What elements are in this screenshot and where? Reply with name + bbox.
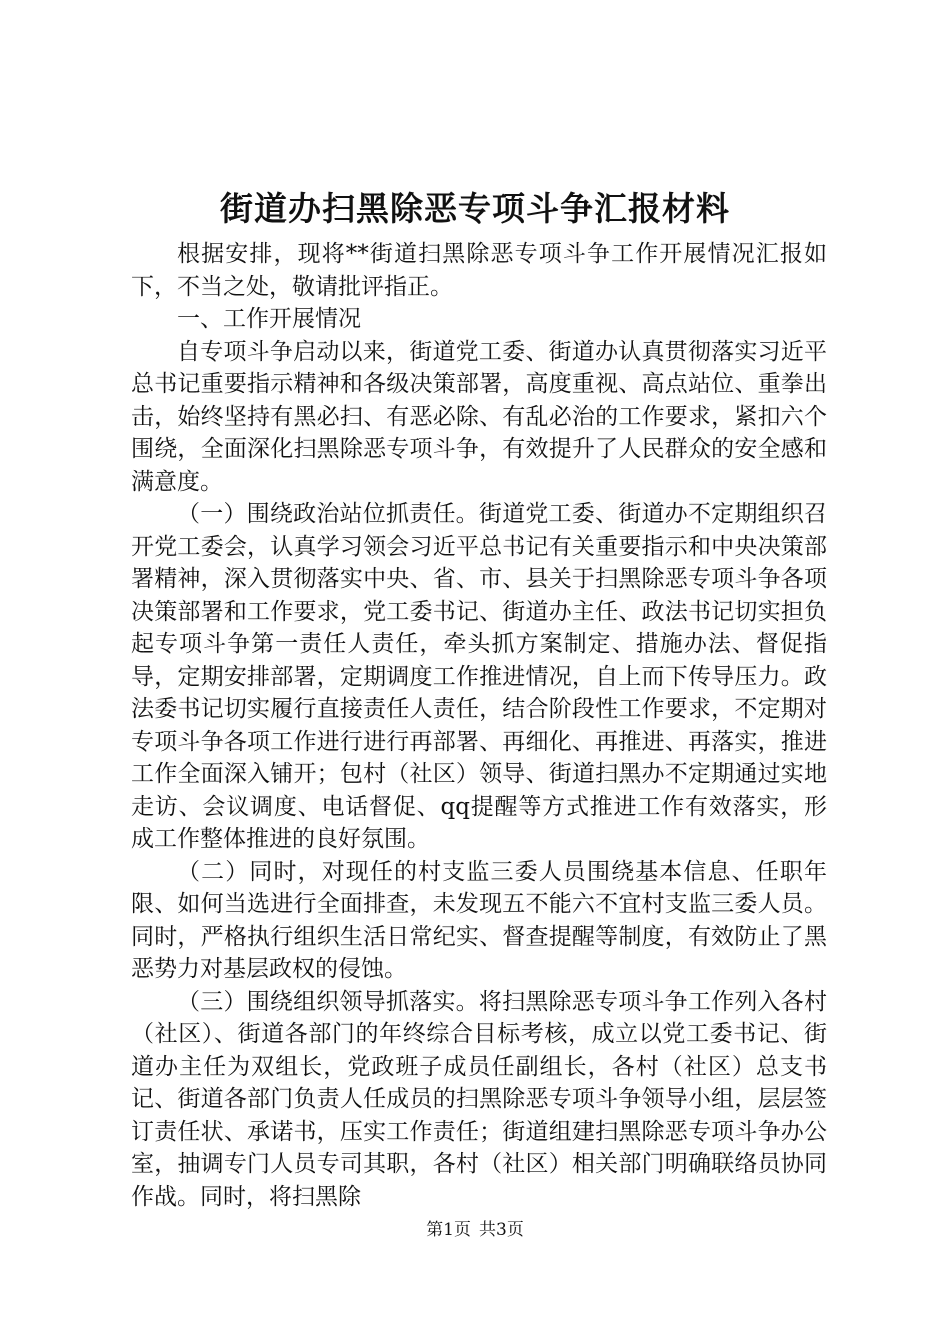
- page-number: 第1页: [426, 1220, 471, 1240]
- paragraph-item-1: （一）围绕政治站位抓责任。街道党工委、街道办不定期组织召开党工委会，认真学习领会习近平总书记有关重要指示和中央决策部署精神，深入贯彻落实中央、省、市、县关于扫黑除恶专项斗争各项决策部署和工作要求，党工委书记、街道办主任、政法书记切实担负起专项斗争第一责任人责任，牵头抓方案制定、措施办法、督促指导，定期安排部署，定期调度工作推进情况，自上而下传导压力。政法委书记切实履行直接责任人责任，结合阶段性工作要求，不定期对专项斗争各项工作进行进行再部署、再细化、再推进、再落实，推进工作全面深入铺开；包村（社区）领导、街道扫黑办不定期通过实地走访、会议调度、电话督促、qq提醒等方式推进工作有效落实，形成工作整体推进的良好氛围。: [131, 501, 827, 852]
- document-body: [131, 238, 827, 1213]
- paragraph-intro: 根据安排，现将**街道扫黑除恶专项斗争工作开展情况汇报如下，不当之处，敬请批评指正。: [131, 241, 827, 300]
- section-heading: 一、工作开展情况: [177, 306, 361, 332]
- page-footer: [0, 1218, 950, 1242]
- document-title: 街道办扫黑除恶专项斗争汇报材料: [220, 189, 730, 228]
- paragraph-item-3: （三）围绕组织领导抓落实。将扫黑除恶专项斗争工作列入各村（社区）、街道各部门的年终综合目标考核，成立以党工委书记、街道办主任为双组长，党政班子成员任副组长，各村（社区）总支书记、街道各部门负责人任成员的扫黑除恶专项斗争领导小组，层层签订责任状、承诺书，压实工作责任；街道组建扫黑除恶专项斗争办公室，抽调专门人员专司其职，各村（社区）相关部门明确联络员协同作战。同时，将扫黑除: [131, 988, 827, 1210]
- paragraph-item-2: （二）同时，对现任的村支监三委人员围绕基本信息、任职年限、如何当选进行全面排查，未发现五不能六不宜村支监三委人员。同时，严格执行组织生活日常纪实、督查提醒等制度，有效防止了黑恶势力对基层政权的侵蚀。: [131, 858, 827, 982]
- page-total: 共3页: [479, 1220, 524, 1240]
- paragraph-overview: 自专项斗争启动以来，街道党工委、街道办认真贯彻落实习近平总书记重要指示精神和各级决策部署，高度重视、高点站位、重拳出击，始终坚持有黑必扫、有恶必除、有乱必治的工作要求，紧扣六个围绕，全面深化扫黑除恶专项斗争，有效提升了人民群众的安全感和满意度。: [131, 338, 827, 495]
